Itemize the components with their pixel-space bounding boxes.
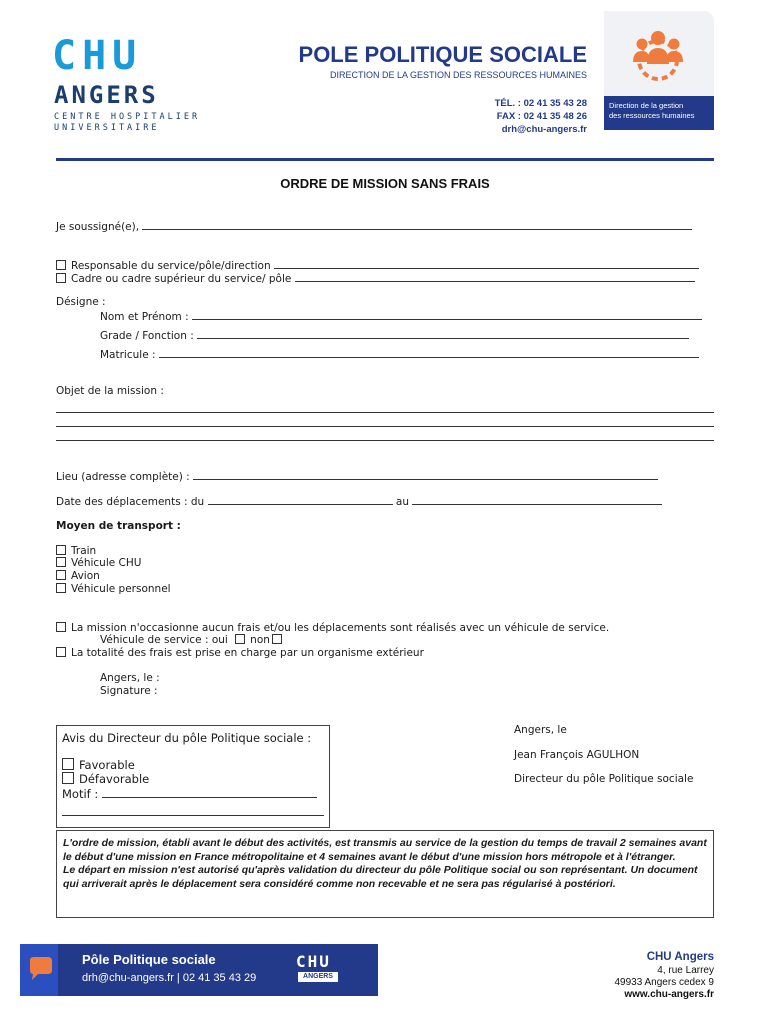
vehicule-chu-checkbox[interactable] — [56, 557, 66, 567]
director-box-title: Avis du Directeur du pôle Politique sociale : — [62, 731, 312, 745]
footer-street: 4, rue Larrey — [657, 965, 714, 976]
nom-prenom-field[interactable] — [192, 309, 702, 320]
motif-line-2[interactable] — [62, 815, 324, 816]
je-soussigne-row — [56, 219, 692, 233]
cadre-field[interactable] — [295, 271, 695, 282]
no-cost-label: La mission n'occasionne aucun frais et/ou les déplacements sont réalisés avec un véhicule de service. — [71, 622, 610, 634]
notice-paragraph-2: Le départ en mission n'est autorisé qu'après validation du directeur du pôle Politique social ou son représentant. Un document qui arriverait après le déplacement sera considéré comme non recevable et ne sera pas régularisé à postériori. — [63, 864, 698, 890]
header-title: POLE POLITIQUE SOCIALE — [298, 42, 587, 67]
notice-box — [56, 830, 714, 918]
logo-subtitle-line2: UNIVERSITAIRE — [54, 123, 160, 133]
notice-paragraph-1: L'ordre de mission, établi avant le début des activités, est transmis au service de la gestion du temps de travail 2 semaines avant le début d'une mission en France métropolitaine et 4 semaines avant le début d'une mission hors métropole et à l'étranger. — [63, 837, 707, 863]
responsable-field[interactable] — [274, 258, 699, 269]
je-soussigne-field[interactable] — [142, 219, 692, 230]
transport-option-avion[interactable] — [56, 570, 100, 582]
dates-row — [56, 494, 662, 508]
vehicule-personnel-checkbox[interactable] — [56, 583, 66, 593]
footer-title: Pôle Politique sociale — [82, 952, 216, 967]
transport-option-vehicule-chu[interactable] — [56, 557, 141, 569]
transport-label-vehicule-chu: Véhicule CHU — [71, 557, 142, 569]
favorable-checkbox[interactable] — [62, 758, 74, 770]
signature-label: Signature : — [100, 685, 158, 697]
angers-le-label: Angers, le : — [100, 672, 160, 684]
side-card-line2: des ressources humaines — [609, 111, 695, 120]
favorable-label: Favorable — [79, 758, 135, 772]
objet-line-3[interactable] — [56, 440, 714, 441]
no-cost-checkbox[interactable] — [56, 622, 66, 632]
avion-checkbox[interactable] — [56, 570, 66, 580]
option-cadre-row — [56, 271, 695, 285]
option-cadre-label: Cadre ou cadre supérieur du service/ pôle — [71, 273, 292, 285]
header-tel: TÉL. : 02 41 35 43 28 — [494, 98, 587, 109]
footer-org: CHU Angers — [646, 951, 714, 963]
logo-chu: CHU — [52, 33, 143, 79]
grade-fonction-field[interactable] — [197, 328, 689, 339]
team-gear-icon — [628, 24, 688, 86]
matricule-field[interactable] — [159, 347, 699, 358]
footer-logo-angers: ANGERS — [298, 972, 338, 982]
vehicule-service-label: Véhicule de service : oui — [100, 634, 228, 646]
date-au-label: au — [395, 496, 409, 508]
moyen-transport-label: Moyen de transport : — [56, 520, 181, 532]
motif-label: Motif : — [62, 787, 99, 801]
footer-web[interactable]: www.chu-angers.fr — [624, 989, 714, 1000]
non-checkbox[interactable] — [272, 634, 282, 644]
objet-label: Objet de la mission : — [56, 385, 164, 397]
train-checkbox[interactable] — [56, 545, 66, 555]
frais-checkbox[interactable] — [56, 647, 66, 657]
header-email[interactable]: drh@chu-angers.fr — [501, 124, 587, 135]
lieu-label: Lieu (adresse complète) : — [56, 471, 190, 483]
objet-line-2[interactable] — [56, 426, 714, 427]
director-name: Jean François AGULHON — [514, 749, 640, 761]
frais-row — [56, 647, 424, 659]
footer-contact[interactable]: drh@chu-angers.fr | 02 41 35 43 29 — [82, 972, 257, 984]
defavorable-option[interactable] — [62, 772, 149, 786]
motif-field[interactable] — [102, 787, 317, 798]
transport-option-train[interactable] — [56, 545, 96, 557]
date-au-field[interactable] — [412, 494, 662, 505]
option-responsable-row — [56, 258, 699, 272]
responsable-checkbox[interactable] — [56, 260, 66, 270]
favorable-option[interactable] — [62, 758, 135, 772]
footer-city: 49933 Angers cedex 9 — [614, 977, 714, 988]
vehicule-service-row — [100, 634, 287, 646]
director-role: Directeur du pôle Politique sociale — [514, 773, 694, 785]
header-divider — [56, 158, 714, 161]
footer-logo-chu: CHU — [296, 952, 331, 971]
defavorable-checkbox[interactable] — [62, 772, 74, 784]
cadre-checkbox[interactable] — [56, 273, 66, 283]
grade-fonction-label: Grade / Fonction : — [100, 330, 194, 342]
header-fax: FAX : 02 41 35 48 26 — [496, 111, 587, 122]
grade-fonction-row — [100, 328, 689, 342]
no-cost-row — [56, 622, 609, 634]
objet-line-1[interactable] — [56, 412, 714, 413]
document-title: ORDRE DE MISSION SANS FRAIS — [280, 176, 490, 191]
motif-row — [62, 787, 317, 801]
transport-label-train: Train — [71, 545, 97, 557]
defavorable-label: Défavorable — [79, 772, 150, 786]
matricule-row — [100, 347, 699, 361]
director-angers-le: Angers, le — [514, 724, 567, 736]
side-card-line1: Direction de la gestion — [609, 101, 684, 110]
logo-subtitle-line1: CENTRE HOSPITALIER — [54, 112, 201, 122]
lieu-field[interactable] — [193, 469, 658, 480]
date-du-label: Date des déplacements : du — [56, 496, 205, 508]
je-soussigne-label: Je soussigné(e), — [56, 221, 140, 233]
logo-angers: ANGERS — [54, 81, 159, 109]
frais-label: La totalité des frais est prise en charge par un organisme extérieur — [71, 647, 424, 659]
lieu-row — [56, 469, 658, 483]
transport-option-vehicule-personnel[interactable] — [56, 583, 171, 595]
transport-label-avion: Avion — [71, 570, 100, 582]
nom-prenom-row — [100, 309, 702, 323]
oui-checkbox[interactable] — [235, 634, 245, 644]
side-card-text — [609, 101, 694, 121]
date-du-field[interactable] — [208, 494, 393, 505]
option-responsable-label: Responsable du service/pôle/direction — [71, 260, 271, 272]
nom-prenom-label: Nom et Prénom : — [100, 311, 189, 323]
header-subtitle: DIRECTION DE LA GESTION DES RESSOURCES HUMAINES — [329, 70, 587, 80]
transport-label-vehicule-personnel: Véhicule personnel — [71, 583, 171, 595]
speech-bubble-icon — [26, 956, 54, 982]
matricule-label: Matricule : — [100, 349, 156, 361]
designe-label: Désigne : — [56, 296, 106, 308]
non-label: non — [250, 634, 270, 646]
